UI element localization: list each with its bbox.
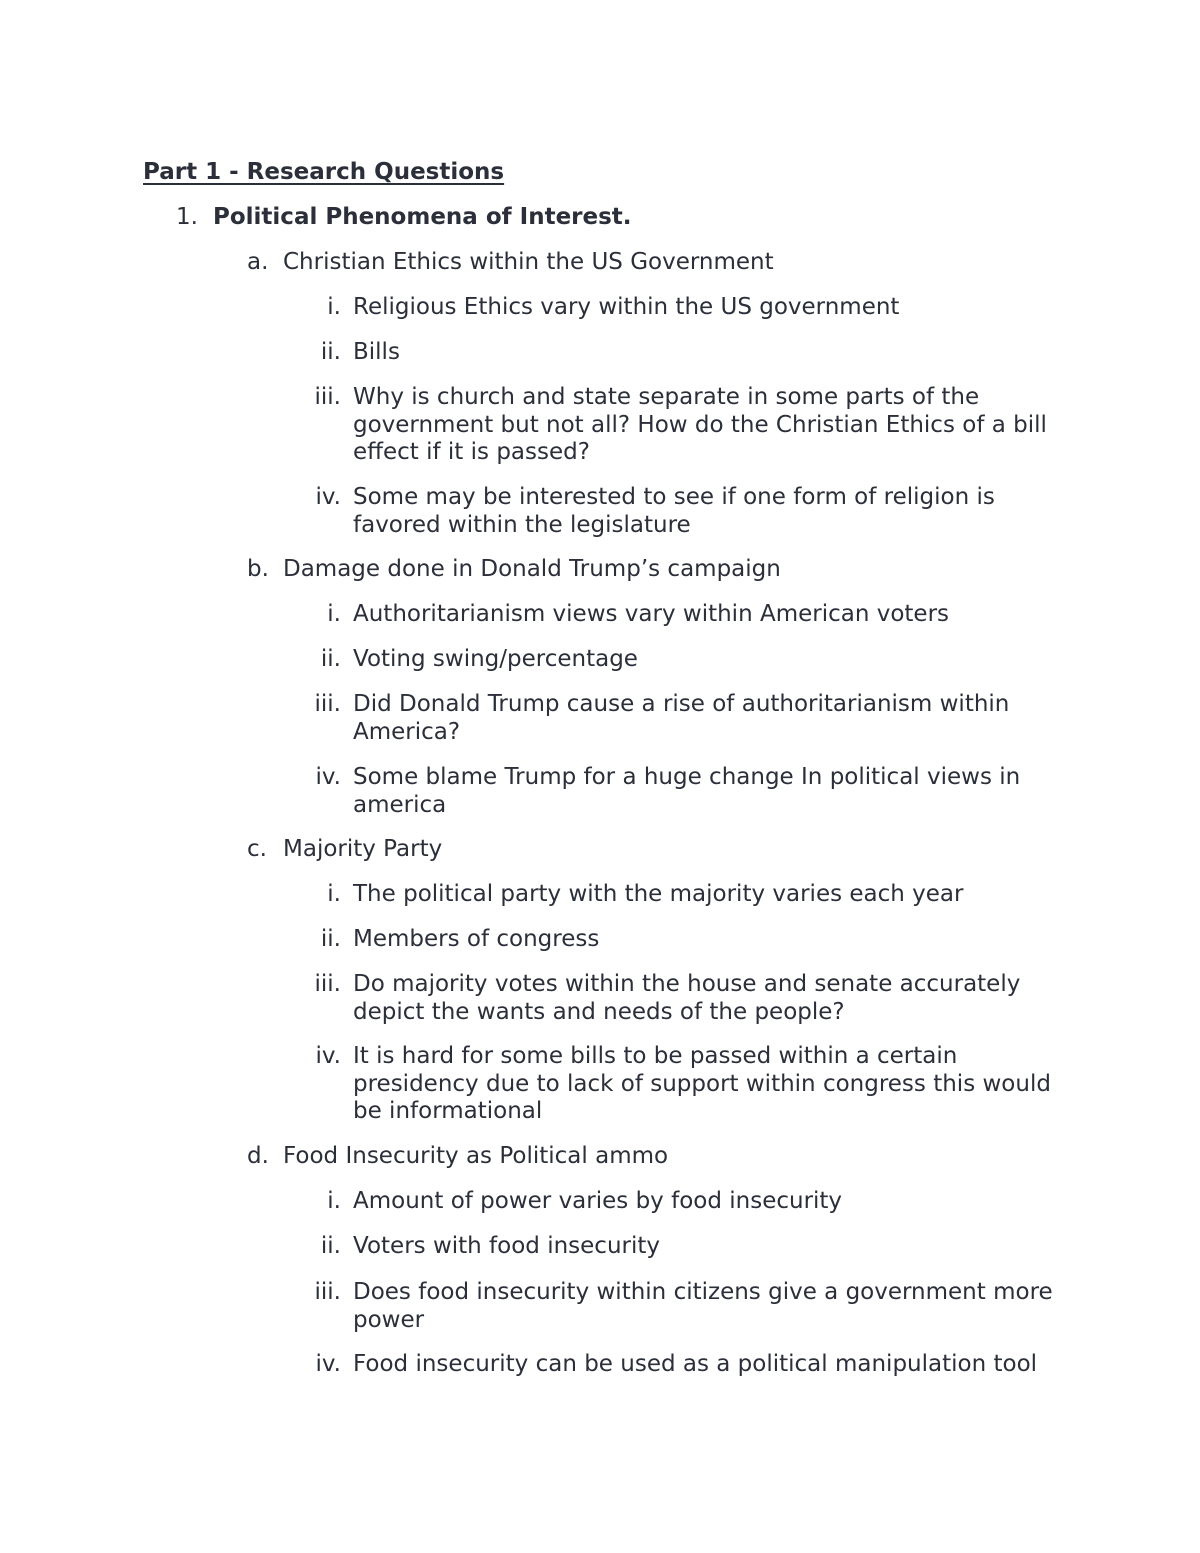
subitem-text: Why is church and state separate in some parts of the government but not all? How do the Christian Ethics of a bill effect if it is passed? xyxy=(353,384,1047,465)
subitem-marker: iii. xyxy=(314,384,341,410)
subitem-text: Bills xyxy=(353,339,400,365)
section-number: 1. xyxy=(176,204,198,230)
subitem-marker: iv. xyxy=(315,1043,341,1069)
subitem-text: Do majority votes within the house and senate accurately depict the wants and needs of the people? xyxy=(353,971,1021,1025)
subitem-marker: iii. xyxy=(314,971,341,997)
subitem-marker: ii. xyxy=(320,926,341,952)
subitem-text: Did Donald Trump cause a rise of authoritarianism within America? xyxy=(353,691,1010,745)
subitem-marker: iv. xyxy=(315,1351,341,1377)
subitem-text: It is hard for some bills to be passed within a certain presidency due to lack of support within congress this would be informational xyxy=(353,1043,1051,1124)
subitem-marker: i. xyxy=(327,1188,341,1214)
subitem-text: Voting swing/percentage xyxy=(353,646,638,672)
topic-title: Christian Ethics within the US Government xyxy=(283,249,774,275)
subitem-text: Food insecurity can be used as a political manipulation tool xyxy=(353,1351,1038,1377)
subitem-marker: iii. xyxy=(314,691,341,717)
topic-title: Majority Party xyxy=(283,836,443,862)
topic-marker: a. xyxy=(247,249,269,275)
subitem-text: The political party with the majority varies each year xyxy=(353,881,964,907)
topic-marker: d. xyxy=(247,1143,269,1169)
topic-marker: b. xyxy=(247,556,269,582)
topic-title: Food Insecurity as Political ammo xyxy=(283,1143,669,1169)
document-heading: Part 1 - Research Questions xyxy=(143,159,505,185)
subitem-marker: ii. xyxy=(320,339,341,365)
subitem-marker: i. xyxy=(327,601,341,627)
topic-marker: c. xyxy=(247,836,267,862)
subitem-text: Voters with food insecurity xyxy=(353,1233,660,1259)
subitem-text: Religious Ethics vary within the US government xyxy=(353,294,900,320)
topic-title: Damage done in Donald Trump’s campaign xyxy=(283,556,781,582)
subitem-marker: iv. xyxy=(315,764,341,790)
subitem-text: Authoritarianism views vary within American voters xyxy=(353,601,950,627)
subitem-text: Does food insecurity within citizens give a government more power xyxy=(353,1279,1053,1333)
subitem-marker: i. xyxy=(327,881,341,907)
subitem-text: Some blame Trump for a huge change In political views in america xyxy=(353,764,1021,818)
subitem-marker: ii. xyxy=(320,646,341,672)
subitem-marker: iv. xyxy=(315,484,341,510)
subitem-marker: iii. xyxy=(314,1279,341,1305)
subitem-text: Members of congress xyxy=(353,926,600,952)
subitem-marker: i. xyxy=(327,294,341,320)
subitem-text: Some may be interested to see if one form of religion is favored within the legislature xyxy=(353,484,995,538)
section-title: Political Phenomena of Interest. xyxy=(213,204,632,230)
subitem-marker: ii. xyxy=(320,1233,341,1259)
subitem-text: Amount of power varies by food insecurity xyxy=(353,1188,843,1214)
